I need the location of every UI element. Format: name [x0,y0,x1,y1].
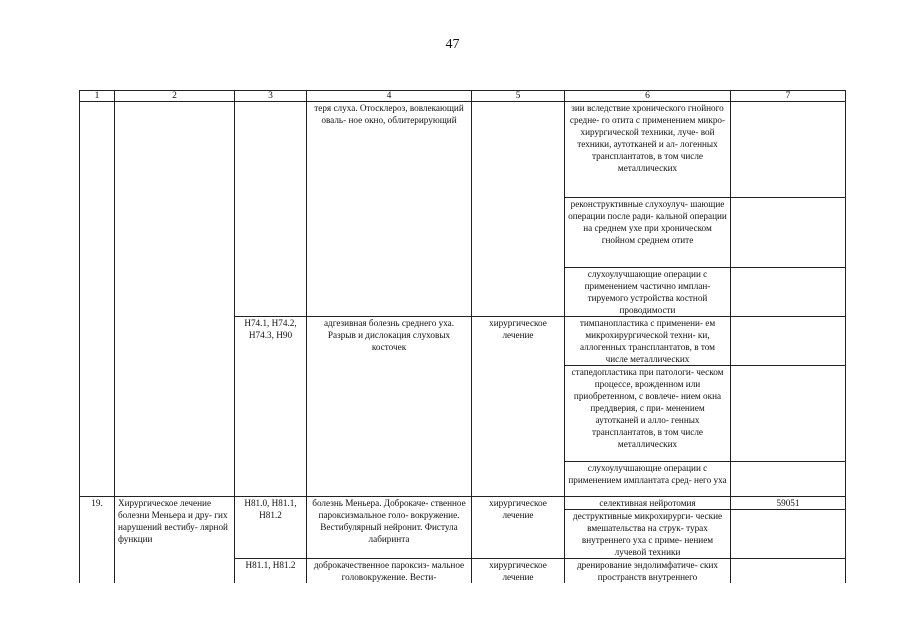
column-header: 7 [731,91,846,102]
cell-cost [731,510,846,559]
cell-treatment: хирургическое лечение [472,497,565,559]
cell-cost [731,268,846,317]
table-row [80,102,846,198]
column-header: 3 [235,91,307,102]
column-header: 6 [565,91,731,102]
cell-code [235,102,307,317]
cell-number [80,102,115,497]
cell-name: Хирургическое лечение болезни Меньера и дру- гих нарушений вестибу- лярной функции [115,497,235,584]
cell-diagnosis: адгезивная болезнь среднего уха. Разрыв и дислокация слуховых косточек [307,317,472,497]
cell-code: H74.1, H74.2, H74.3, H90 [235,317,307,497]
cell-diagnosis: болезнь Меньера. Доброкаче- ственное пароксизмальное голо- вокружение. Вестибулярный нейронит. Фистула лабиринта [307,497,472,559]
cell-method: тимпанопластика с применени- ем микрохирургической техни- ки, аллогенных трансплантатов, в том числе металлических [565,317,731,366]
cell-method: реконструктивные слухоулуч- шающие операции после ради- кальной операции на среднем ухе при хроническом гнойном среднем отите [565,198,731,268]
cell-code: H81.0, H81.1, H81.2 [235,497,307,559]
cell-method: слухоулучшающие операции с применением имплантата сред- него уха [565,462,731,497]
cell-method: зии вследствие хронического гнойного средне- го отита с применением микро- хирургической техники, луче- вой техники, аутотканей и ал- логенных трансплантатов, в том числе металлических [565,102,731,198]
cell-cost [731,462,846,497]
cell-method: слухоулучшающие операции с применением частично имплан- тируемого устройства костной проводимости [565,268,731,317]
procedures-table [79,90,846,583]
column-header: 1 [80,91,115,102]
column-header: 4 [307,91,472,102]
column-header: 2 [115,91,235,102]
cell-treatment [472,102,565,317]
cell-diagnosis: теря слуха. Отосклероз, вовлекающий оваль- ное окно, облитерирующий [307,102,472,317]
cell-diagnosis: доброкачественное пароксиз- мальное головокружение. Вести- [307,559,472,584]
column-header: 5 [472,91,565,102]
cell-cost [731,559,846,584]
cell-method: селективная нейротомия [565,497,731,510]
cell-cost [731,102,846,198]
cell-cost [731,198,846,268]
cell-code: H81.1, H81.2 [235,559,307,584]
cell-number: 19. [80,497,115,584]
cell-cost: 59051 [731,497,846,510]
cell-method: стапедопластика при патологи- ческом процессе, врожденном или приобретенном, с вовлече- нием окна преддверия, с при- менением аутотканей и алло- генных трансплантатов, в том числе металлических [565,366,731,462]
cell-treatment: хирургическое лечение [472,559,565,584]
table-header-row [80,91,846,102]
cell-cost [731,317,846,366]
cell-cost [731,366,846,462]
cell-name [115,102,235,497]
page-number: 47 [445,37,460,52]
cell-method: дренирование эндолимфатиче- ских пространств внутреннего [565,559,731,584]
cell-method: деструктивные микрохирурги- ческие вмешательства на струк- турах внутреннего уха с приме- нением лучевой техники [565,510,731,559]
table-row [80,497,846,510]
cell-treatment: хирургическое лечение [472,317,565,497]
